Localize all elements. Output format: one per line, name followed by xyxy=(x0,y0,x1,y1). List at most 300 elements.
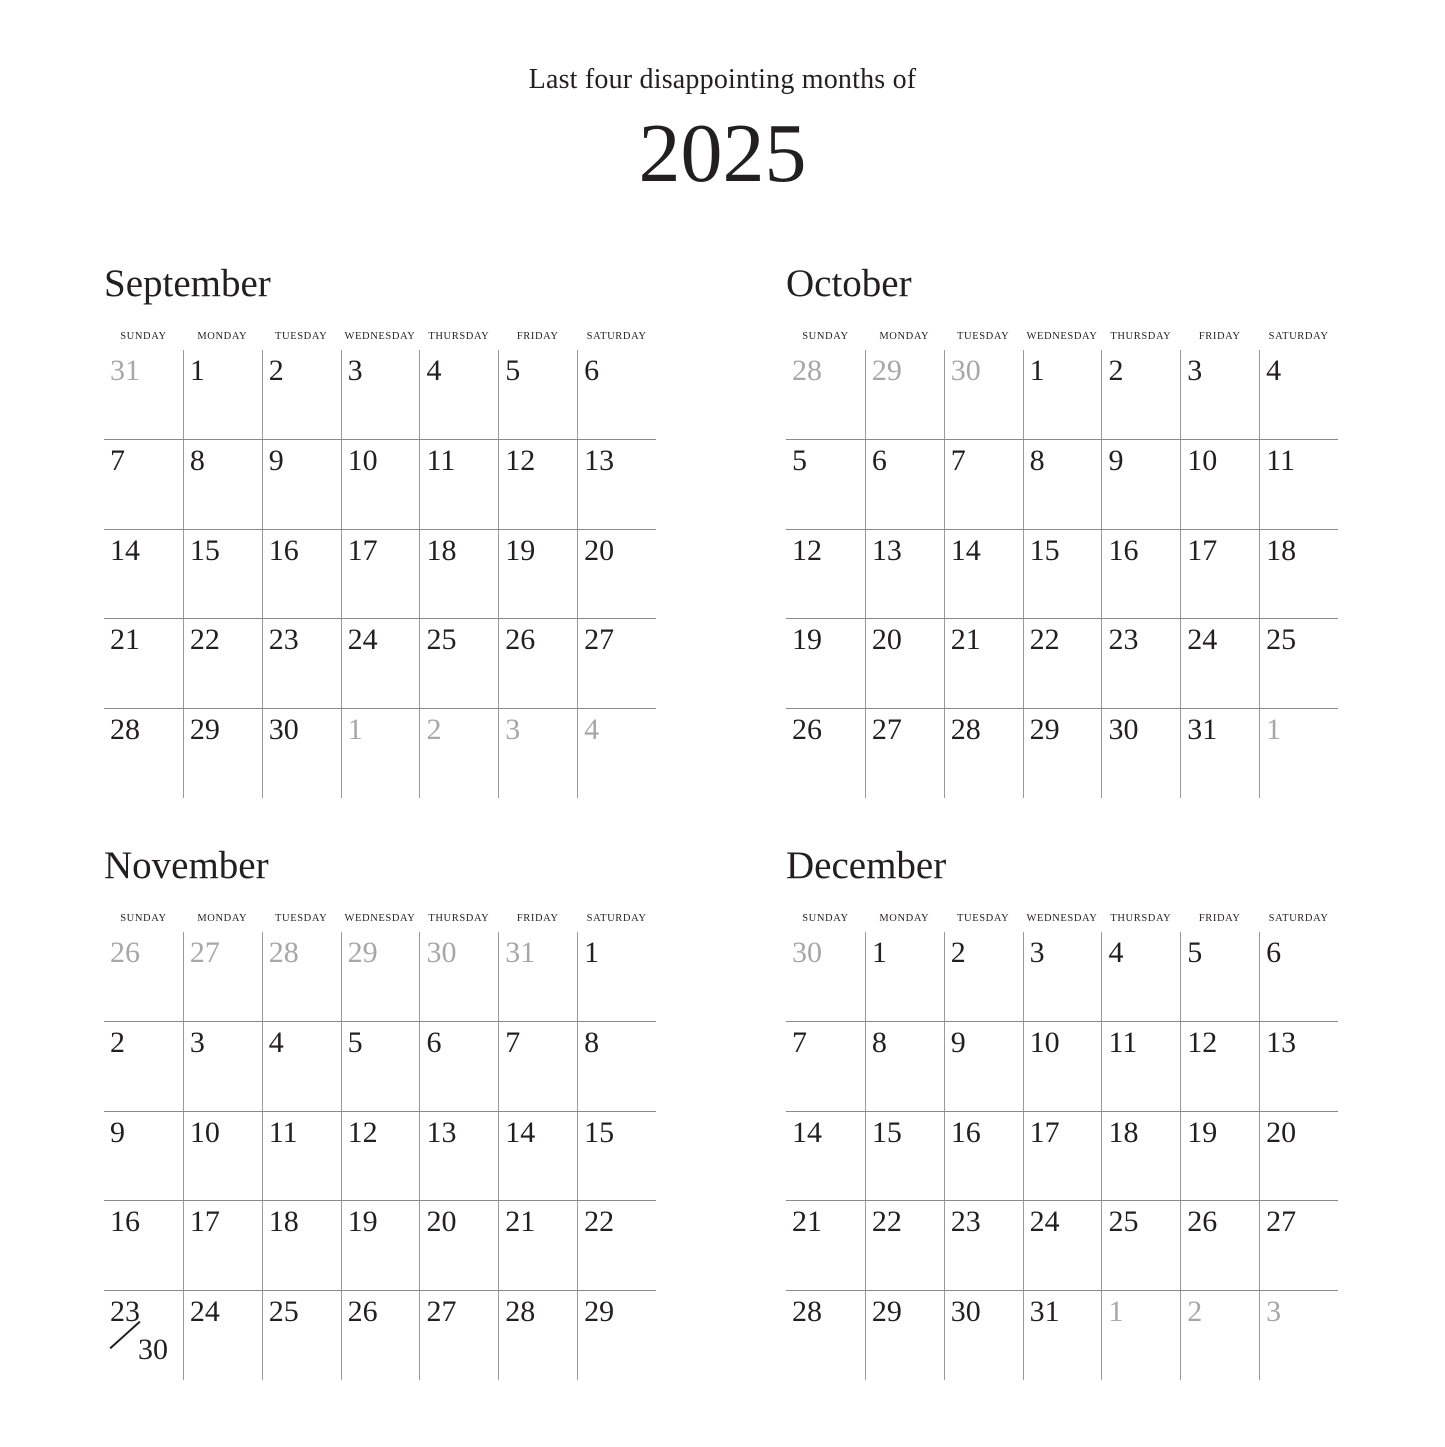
day-cell[interactable] xyxy=(577,530,656,619)
weekday-label: SUNDAY xyxy=(802,913,849,924)
day-cell[interactable] xyxy=(1180,1022,1259,1111)
day-number: 27 xyxy=(1266,1205,1297,1239)
week-row xyxy=(104,439,656,529)
weekday-label: SUNDAY xyxy=(120,913,167,924)
day-cell[interactable] xyxy=(104,530,183,619)
day-number: 14 xyxy=(792,1115,822,1149)
week-row xyxy=(786,1021,1338,1111)
day-cell-split[interactable] xyxy=(104,1291,183,1380)
day-cell[interactable] xyxy=(419,619,498,708)
day-number: 8 xyxy=(189,443,205,477)
day-number: 10 xyxy=(1029,1025,1060,1059)
day-cell[interactable] xyxy=(341,530,420,619)
day-cell[interactable] xyxy=(1180,709,1259,798)
day-cell[interactable] xyxy=(341,440,420,529)
day-cell[interactable] xyxy=(183,350,262,439)
day-number: 27 xyxy=(871,713,902,747)
day-cell[interactable] xyxy=(262,1291,341,1380)
day-cell[interactable] xyxy=(498,530,577,619)
day-number: 17 xyxy=(1187,533,1218,567)
day-cell-adjacent-month[interactable] xyxy=(104,932,183,1021)
weekday-label: THURSDAY xyxy=(428,913,490,924)
day-cell[interactable] xyxy=(786,1112,865,1201)
day-cell[interactable] xyxy=(577,932,656,1021)
day-number: 4 xyxy=(426,354,442,387)
day-number: 30 xyxy=(426,936,457,969)
day-cell[interactable] xyxy=(577,619,656,708)
day-number: 2 xyxy=(1187,1295,1203,1329)
day-number: 24 xyxy=(189,1295,220,1329)
day-cell-adjacent-month[interactable] xyxy=(419,932,498,1021)
weekday-label: MONDAY xyxy=(879,913,930,924)
day-cell[interactable] xyxy=(341,350,420,439)
day-number: 3 xyxy=(505,713,521,747)
day-cell[interactable] xyxy=(1180,530,1259,619)
week-row xyxy=(786,350,1338,439)
weekday-label: WEDNESDAY xyxy=(344,331,416,342)
day-cell-adjacent-month[interactable] xyxy=(341,709,420,798)
day-cell[interactable] xyxy=(183,1112,262,1201)
day-cell-adjacent-month[interactable] xyxy=(786,932,865,1021)
day-number: 13 xyxy=(426,1115,457,1149)
day-number: 10 xyxy=(1187,443,1218,477)
day-cell[interactable] xyxy=(1180,440,1259,529)
day-cell[interactable] xyxy=(104,1112,183,1201)
day-cell[interactable] xyxy=(1101,932,1180,1021)
weekday-label: MONDAY xyxy=(879,331,930,342)
day-number: 9 xyxy=(268,443,284,477)
day-number: 9 xyxy=(110,1115,125,1149)
week-row xyxy=(786,529,1338,619)
day-number: 14 xyxy=(950,533,981,567)
week-row xyxy=(786,618,1338,708)
day-cell[interactable] xyxy=(183,1022,262,1111)
day-cell[interactable] xyxy=(419,440,498,529)
week-row xyxy=(786,1111,1338,1201)
day-number: 12 xyxy=(347,1115,378,1149)
day-cell[interactable] xyxy=(183,1291,262,1380)
day-cell[interactable] xyxy=(183,619,262,708)
day-cell[interactable] xyxy=(104,709,183,798)
day-cell[interactable] xyxy=(183,440,262,529)
day-cell[interactable] xyxy=(419,1291,498,1380)
day-cell[interactable] xyxy=(1023,709,1102,798)
day-number: 1 xyxy=(871,936,887,969)
day-cell[interactable] xyxy=(786,1201,865,1290)
day-number: 4 xyxy=(268,1025,284,1059)
day-cell[interactable] xyxy=(498,440,577,529)
day-number: 29 xyxy=(871,354,902,387)
day-cell[interactable] xyxy=(1259,1201,1338,1290)
day-cell-adjacent-month[interactable] xyxy=(1259,709,1338,798)
day-number: 17 xyxy=(1029,1115,1060,1149)
day-number: 11 xyxy=(1108,1025,1138,1059)
day-number: 18 xyxy=(426,533,457,567)
day-cell-adjacent-month[interactable] xyxy=(262,932,341,1021)
day-number: 3 xyxy=(1187,354,1203,387)
week-row xyxy=(104,1111,656,1201)
day-cell[interactable] xyxy=(944,1022,1023,1111)
day-number: 11 xyxy=(268,1115,298,1149)
day-number: 2 xyxy=(950,936,966,969)
day-number: 27 xyxy=(584,623,615,657)
weekday-label: FRIDAY xyxy=(1198,913,1241,924)
month-name: September xyxy=(104,262,271,305)
day-cell[interactable] xyxy=(1259,619,1338,708)
day-cell[interactable] xyxy=(577,440,656,529)
day-number: 3 xyxy=(1029,936,1045,969)
day-cell[interactable] xyxy=(786,440,865,529)
day-number: 26 xyxy=(505,623,536,657)
day-number: 18 xyxy=(1266,533,1297,567)
day-cell[interactable] xyxy=(944,1112,1023,1201)
day-number: 2 xyxy=(1108,354,1124,387)
week-row xyxy=(786,932,1338,1021)
day-cell-adjacent-month[interactable] xyxy=(944,350,1023,439)
weekday-header xyxy=(786,330,1338,344)
weekday-label: SATURDAY xyxy=(1268,331,1329,342)
day-cell[interactable] xyxy=(1259,350,1338,439)
day-number: 27 xyxy=(189,936,220,969)
weekday-label: MONDAY xyxy=(197,913,248,924)
day-cell[interactable] xyxy=(419,350,498,439)
day-cell[interactable] xyxy=(865,1022,944,1111)
day-cell[interactable] xyxy=(1180,1201,1259,1290)
day-number: 13 xyxy=(1266,1025,1297,1059)
day-cell-adjacent-month[interactable] xyxy=(786,350,865,439)
day-cell[interactable] xyxy=(498,1201,577,1290)
day-cell-adjacent-month[interactable] xyxy=(1180,1291,1259,1380)
day-cell[interactable] xyxy=(1023,932,1102,1021)
day-cell[interactable] xyxy=(1180,619,1259,708)
day-cell[interactable] xyxy=(577,1022,656,1111)
day-cell[interactable] xyxy=(1259,440,1338,529)
day-cell[interactable] xyxy=(498,1112,577,1201)
day-number: 17 xyxy=(189,1205,220,1239)
day-cell-adjacent-month[interactable] xyxy=(498,709,577,798)
day-cell[interactable] xyxy=(1101,1022,1180,1111)
day-number: 10 xyxy=(347,443,378,477)
day-number: 25 xyxy=(426,623,457,657)
day-cell[interactable] xyxy=(865,1291,944,1380)
day-cell[interactable] xyxy=(1101,1201,1180,1290)
day-cell[interactable] xyxy=(786,619,865,708)
day-number: 16 xyxy=(110,1205,140,1239)
day-cell[interactable] xyxy=(419,1022,498,1111)
day-number: 25 xyxy=(268,1295,299,1329)
weekday-label: TUESDAY xyxy=(275,331,328,342)
weekday-label: WEDNESDAY xyxy=(1026,331,1098,342)
day-cell[interactable] xyxy=(1101,619,1180,708)
day-cell[interactable] xyxy=(1101,1112,1180,1201)
day-number: 21 xyxy=(110,623,140,657)
day-cell[interactable] xyxy=(865,709,944,798)
day-cell[interactable] xyxy=(419,1201,498,1290)
day-cell[interactable] xyxy=(577,1291,656,1380)
day-cell[interactable] xyxy=(419,1112,498,1201)
day-cell[interactable] xyxy=(183,709,262,798)
day-cell[interactable] xyxy=(1180,1112,1259,1201)
day-cell[interactable] xyxy=(498,1291,577,1380)
day-number: 7 xyxy=(792,1025,807,1059)
day-number: 2 xyxy=(268,354,284,387)
day-number: 1 xyxy=(1029,354,1045,387)
day-number: 3 xyxy=(347,354,363,387)
day-cell[interactable] xyxy=(183,530,262,619)
day-cell-adjacent-month[interactable] xyxy=(498,932,577,1021)
day-number: 13 xyxy=(871,533,902,567)
day-number: 19 xyxy=(347,1205,378,1239)
day-number: 19 xyxy=(792,623,822,657)
day-number: 28 xyxy=(792,354,822,387)
day-number: 12 xyxy=(505,443,536,477)
day-cell[interactable] xyxy=(944,619,1023,708)
day-number: 13 xyxy=(584,443,615,477)
day-cell[interactable] xyxy=(419,530,498,619)
day-cell-adjacent-month[interactable] xyxy=(183,932,262,1021)
weekday-label: SATURDAY xyxy=(586,913,647,924)
day-number: 31 xyxy=(1187,713,1218,747)
day-number: 8 xyxy=(871,1025,887,1059)
day-cell[interactable] xyxy=(786,709,865,798)
weekday-label: FRIDAY xyxy=(516,913,559,924)
day-number: 4 xyxy=(584,713,600,747)
day-number: 20 xyxy=(584,533,615,567)
day-number: 29 xyxy=(189,713,220,747)
weekday-label: MONDAY xyxy=(197,331,248,342)
day-number: 7 xyxy=(110,443,125,477)
day-number: 30 xyxy=(138,1333,168,1367)
day-cell[interactable] xyxy=(577,350,656,439)
day-cell[interactable] xyxy=(944,1291,1023,1380)
day-cell[interactable] xyxy=(944,440,1023,529)
day-number: 16 xyxy=(268,533,299,567)
day-number: 21 xyxy=(505,1205,536,1239)
day-cell[interactable] xyxy=(786,530,865,619)
day-number: 24 xyxy=(1029,1205,1060,1239)
day-number: 31 xyxy=(1029,1295,1060,1329)
day-number: 18 xyxy=(268,1205,299,1239)
day-cell[interactable] xyxy=(944,709,1023,798)
day-cell[interactable] xyxy=(341,619,420,708)
day-number: 22 xyxy=(189,623,220,657)
day-cell[interactable] xyxy=(341,1022,420,1111)
day-cell[interactable] xyxy=(498,350,577,439)
day-number: 7 xyxy=(950,443,966,477)
day-cell[interactable] xyxy=(104,619,183,708)
day-number: 20 xyxy=(1266,1115,1297,1149)
day-cell[interactable] xyxy=(1023,350,1102,439)
day-cell[interactable] xyxy=(1023,530,1102,619)
day-cell[interactable] xyxy=(262,350,341,439)
day-cell[interactable] xyxy=(104,1022,183,1111)
day-number: 30 xyxy=(1108,713,1139,747)
day-cell[interactable] xyxy=(262,1201,341,1290)
day-cell[interactable] xyxy=(1023,1291,1102,1380)
day-cell-adjacent-month[interactable] xyxy=(341,932,420,1021)
day-number: 2 xyxy=(110,1025,125,1059)
day-cell-adjacent-month[interactable] xyxy=(1259,1291,1338,1380)
day-cell[interactable] xyxy=(944,932,1023,1021)
day-cell[interactable] xyxy=(865,440,944,529)
day-cell[interactable] xyxy=(1023,619,1102,708)
day-cell[interactable] xyxy=(1023,1201,1102,1290)
day-cell[interactable] xyxy=(341,1112,420,1201)
month-grid xyxy=(104,932,656,1380)
day-number: 14 xyxy=(110,533,140,567)
day-number: 31 xyxy=(505,936,536,969)
day-number: 28 xyxy=(110,713,140,747)
day-number: 1 xyxy=(584,936,600,969)
day-number: 4 xyxy=(1266,354,1282,387)
day-cell[interactable] xyxy=(341,1201,420,1290)
day-number: 19 xyxy=(1187,1115,1218,1149)
day-cell[interactable] xyxy=(262,709,341,798)
day-number: 25 xyxy=(1108,1205,1139,1239)
day-number: 21 xyxy=(792,1205,822,1239)
week-row xyxy=(104,1200,656,1290)
day-number: 9 xyxy=(950,1025,966,1059)
day-cell-adjacent-month[interactable] xyxy=(865,350,944,439)
day-number: 7 xyxy=(505,1025,521,1059)
weekday-label: TUESDAY xyxy=(957,331,1010,342)
week-row xyxy=(104,1290,656,1380)
day-cell[interactable] xyxy=(786,1291,865,1380)
day-cell[interactable] xyxy=(1101,440,1180,529)
day-number: 29 xyxy=(347,936,378,969)
weekday-label: THURSDAY xyxy=(1110,913,1172,924)
weekday-header xyxy=(786,912,1338,926)
day-cell-adjacent-month[interactable] xyxy=(577,709,656,798)
day-cell[interactable] xyxy=(1101,709,1180,798)
weekday-label: THURSDAY xyxy=(1110,331,1172,342)
day-cell[interactable] xyxy=(1259,1022,1338,1111)
day-number: 28 xyxy=(950,713,981,747)
day-cell-adjacent-month[interactable] xyxy=(104,350,183,439)
day-cell[interactable] xyxy=(498,619,577,708)
day-cell[interactable] xyxy=(1023,1112,1102,1201)
day-number: 24 xyxy=(1187,623,1218,657)
day-cell[interactable] xyxy=(104,440,183,529)
day-cell[interactable] xyxy=(1101,350,1180,439)
week-row xyxy=(786,1290,1338,1380)
day-number: 3 xyxy=(189,1025,205,1059)
day-cell[interactable] xyxy=(865,1201,944,1290)
day-cell[interactable] xyxy=(786,1022,865,1111)
day-number: 25 xyxy=(1266,623,1297,657)
day-cell[interactable] xyxy=(1259,932,1338,1021)
day-number: 21 xyxy=(950,623,981,657)
day-cell[interactable] xyxy=(865,530,944,619)
day-cell[interactable] xyxy=(944,530,1023,619)
day-cell[interactable] xyxy=(944,1201,1023,1290)
day-number: 12 xyxy=(792,533,822,567)
day-number: 22 xyxy=(1029,623,1060,657)
week-row xyxy=(104,932,656,1021)
day-number: 19 xyxy=(505,533,536,567)
day-number: 15 xyxy=(584,1115,615,1149)
day-cell[interactable] xyxy=(183,1201,262,1290)
day-cell[interactable] xyxy=(262,619,341,708)
month-grid xyxy=(786,932,1338,1380)
day-cell[interactable] xyxy=(104,1201,183,1290)
day-cell[interactable] xyxy=(262,1112,341,1201)
weekday-label: SATURDAY xyxy=(586,331,647,342)
day-number: 23 xyxy=(268,623,299,657)
day-number: 12 xyxy=(1187,1025,1218,1059)
day-cell[interactable] xyxy=(1259,530,1338,619)
day-cell-adjacent-month[interactable] xyxy=(1101,1291,1180,1380)
day-cell[interactable] xyxy=(262,530,341,619)
day-number: 6 xyxy=(1266,936,1282,969)
weekday-label: WEDNESDAY xyxy=(344,913,416,924)
day-number: 20 xyxy=(871,623,902,657)
day-number: 3 xyxy=(1266,1295,1282,1329)
day-cell[interactable] xyxy=(577,1112,656,1201)
day-number: 17 xyxy=(347,533,378,567)
day-cell[interactable] xyxy=(865,1112,944,1201)
day-cell[interactable] xyxy=(498,1022,577,1111)
day-cell[interactable] xyxy=(262,440,341,529)
day-cell[interactable] xyxy=(865,619,944,708)
day-cell[interactable] xyxy=(1180,350,1259,439)
day-number: 26 xyxy=(1187,1205,1218,1239)
day-number: 1 xyxy=(1108,1295,1124,1329)
day-number: 31 xyxy=(110,354,140,387)
month-grid xyxy=(104,350,656,798)
weekday-label: SATURDAY xyxy=(1268,913,1329,924)
day-cell[interactable] xyxy=(1023,440,1102,529)
day-number: 8 xyxy=(584,1025,600,1059)
week-row xyxy=(104,529,656,619)
week-row xyxy=(786,439,1338,529)
weekday-label: FRIDAY xyxy=(1198,331,1241,342)
day-number: 5 xyxy=(505,354,521,387)
weekday-label: THURSDAY xyxy=(428,331,490,342)
day-number: 6 xyxy=(871,443,887,477)
day-cell-adjacent-month[interactable] xyxy=(419,709,498,798)
day-cell[interactable] xyxy=(1101,530,1180,619)
weekday-label: TUESDAY xyxy=(957,913,1010,924)
week-row xyxy=(104,1021,656,1111)
weekday-label: SUNDAY xyxy=(120,331,167,342)
day-number: 1 xyxy=(347,713,363,747)
month-grid xyxy=(786,350,1338,798)
day-cell[interactable] xyxy=(1180,932,1259,1021)
day-number: 26 xyxy=(347,1295,378,1329)
day-number: 9 xyxy=(1108,443,1124,477)
day-cell[interactable] xyxy=(262,1022,341,1111)
day-number: 15 xyxy=(871,1115,902,1149)
day-cell[interactable] xyxy=(1023,1022,1102,1111)
page-title-year: 2025 xyxy=(638,107,807,200)
day-cell[interactable] xyxy=(865,932,944,1021)
day-cell[interactable] xyxy=(341,1291,420,1380)
day-number: 27 xyxy=(426,1295,457,1329)
week-row xyxy=(786,708,1338,798)
weekday-label: TUESDAY xyxy=(275,913,328,924)
day-number: 10 xyxy=(189,1115,220,1149)
day-cell[interactable] xyxy=(577,1201,656,1290)
weekday-label: SUNDAY xyxy=(802,331,849,342)
day-number: 28 xyxy=(505,1295,536,1329)
day-number: 11 xyxy=(426,443,456,477)
day-number: 30 xyxy=(950,354,981,387)
day-number: 23 xyxy=(1108,623,1139,657)
day-number: 16 xyxy=(1108,533,1139,567)
day-number: 22 xyxy=(871,1205,902,1239)
day-cell[interactable] xyxy=(1259,1112,1338,1201)
